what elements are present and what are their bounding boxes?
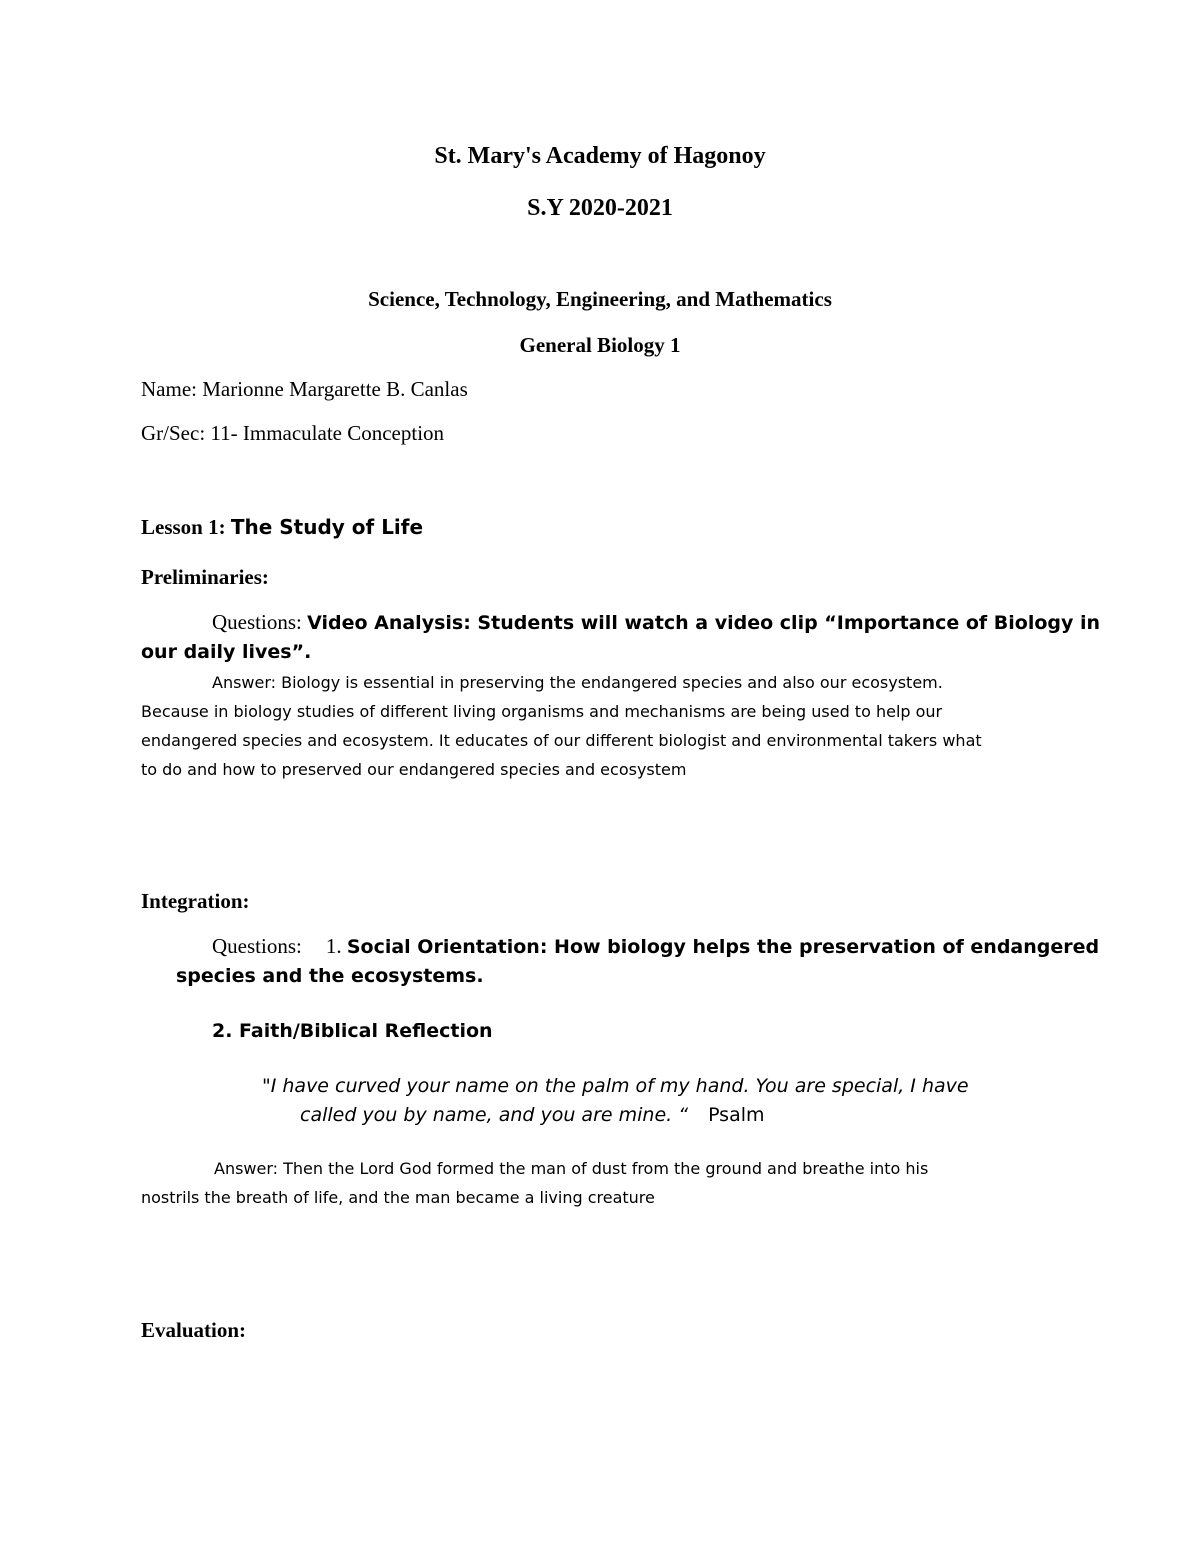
preliminaries-question-label: Questions: xyxy=(212,610,308,634)
lesson-label: Lesson 1: xyxy=(141,515,231,539)
preliminaries-answer-line-2: Because in biology studies of different living organisms and mechanisms are being used to help our xyxy=(141,702,943,721)
bible-quote-line-1: "I have curved your name on the palm of my hand. You are special, I have xyxy=(262,1075,969,1097)
preliminaries-question xyxy=(212,610,1100,635)
preliminaries-heading: Preliminaries: xyxy=(141,565,269,589)
student-name: Name: Marionne Margarette B. Canlas xyxy=(141,377,468,401)
integration-question-1-text-2: species and the ecosystems. xyxy=(176,965,484,987)
subject-title: General Biology 1 xyxy=(519,333,681,357)
integration-heading: Integration: xyxy=(141,889,250,913)
preliminaries-question-text-1: Video Analysis: Students will watch a video clip “Importance of Biology in xyxy=(307,612,1101,634)
preliminaries-answer-line-1: Biology is essential in preserving the endangered species and also our ecosystem. xyxy=(281,673,943,692)
preliminaries-answer-line-3: endangered species and ecosystem. It educates of our different biologist and environmental takers what xyxy=(141,731,982,750)
integration-answer-label: Answer: xyxy=(214,1159,284,1178)
preliminaries-question-text-2: our daily lives”. xyxy=(141,641,312,663)
lesson-heading xyxy=(141,515,423,540)
integration-answer-line-2: nostrils the breath of life, and the man became a living creature xyxy=(141,1188,655,1207)
student-section: Gr/Sec: 11- Immaculate Conception xyxy=(141,421,445,445)
integration-answer-line-1: Then the Lord God formed the man of dust from the ground and breathe into his xyxy=(283,1159,929,1178)
bible-quote-line-2: called you by name, and you are mine. “ xyxy=(300,1104,689,1126)
school-year: S.Y 2020-2021 xyxy=(527,195,673,221)
preliminaries-answer-line-4: to do and how to preserved our endangered species and ecosystem xyxy=(141,760,687,779)
strand-title: Science, Technology, Engineering, and Mathematics xyxy=(368,287,832,311)
preliminaries-answer xyxy=(212,673,943,692)
integration-question-label: Questions: xyxy=(212,934,302,958)
integration-answer xyxy=(214,1159,928,1178)
integration-question-1-text-1: Social Orientation: How biology helps the preservation of endangered xyxy=(346,936,1100,958)
bible-quote-source: Psalm xyxy=(708,1104,765,1126)
school-name: St. Mary's Academy of Hagonoy xyxy=(434,143,766,169)
preliminaries-answer-label: Answer: xyxy=(212,673,282,692)
faith-reflection-heading: 2. Faith/Biblical Reflection xyxy=(212,1020,493,1042)
evaluation-heading: Evaluation: xyxy=(141,1318,247,1342)
integration-question-1-number: 1. xyxy=(325,934,347,958)
integration-question-1 xyxy=(212,934,1099,959)
lesson-title: The Study of Life xyxy=(230,515,424,539)
bible-quote xyxy=(300,1104,765,1126)
